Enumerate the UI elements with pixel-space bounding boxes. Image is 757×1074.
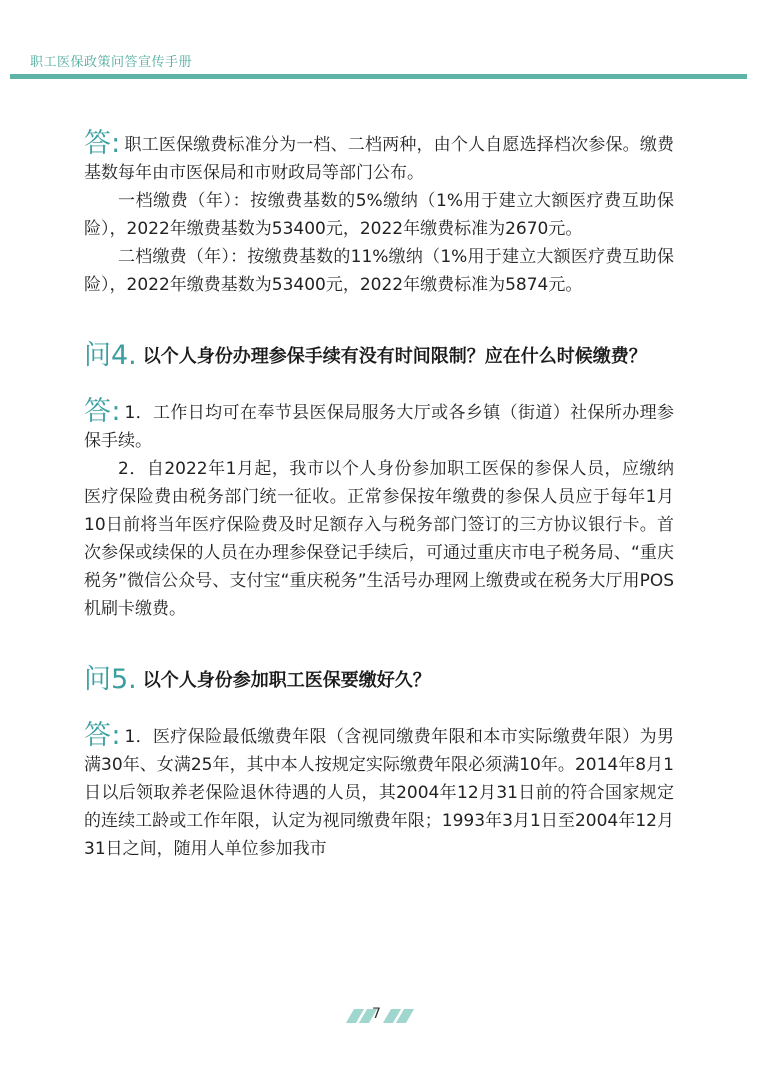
- header-divider: [10, 74, 747, 79]
- page-body: [84, 130, 674, 863]
- answer-3-paragraph-2: 一档缴费（年）：按缴费基数的5%缴纳（1%用于建立大额医疗费互助保险），2022年缴费基数为53400元，2022年缴费标准为2670元。: [84, 191, 674, 239]
- answer-5-block: [84, 722, 674, 863]
- page-number: 7: [372, 1006, 381, 1022]
- page-footer: [0, 1004, 757, 1028]
- question-mark-label: 问4.: [84, 340, 137, 371]
- answer-mark: 答:: [84, 396, 121, 427]
- question-4-block: [84, 341, 674, 372]
- answer-3-paragraph-1: [84, 130, 674, 187]
- question-mark-label: 问5.: [84, 664, 137, 695]
- answer-4-paragraph-1: [84, 398, 674, 455]
- question-5-block: [84, 665, 674, 696]
- answer-mark: 答:: [84, 720, 121, 751]
- answer-4-text-1: 1．工作日均可在奉节县医保局服务大厅或各乡镇（街道）社保所办理参保手续。: [84, 403, 674, 451]
- answer-5-text-1: 1．医疗保险最低缴费年限（含视同缴费年限和本市实际缴费年限）为男满30年、女满25年，其中本人按规定实际缴费年限必须满10年。2014年8月1日以后领取养老保险退休待遇的人员，其2004年12月31日前的符合国家规定的连续工龄或工作年限，认定为视同缴费年限；1993年3月1日至2004年12月31日之间，随用人单位参加我市: [84, 727, 674, 859]
- handbook-title: 职工医保政策问答宣传手册: [30, 55, 193, 70]
- answer-4-block: [84, 398, 674, 623]
- answer-3-text-1: 职工医保缴费标准分为一档、二档两种，由个人自愿选择档次参保。缴费基数每年由市医保局和市财政局等部门公布。: [84, 135, 674, 183]
- question-4-heading: [84, 341, 674, 372]
- answer-3-paragraph-3: 二档缴费（年）：按缴费基数的11%缴纳（1%用于建立大额医疗费互助保险），2022年缴费基数为53400元，2022年缴费标准为5874元。: [84, 247, 674, 295]
- question-5-heading: [84, 665, 674, 696]
- answer-3-block: [84, 130, 674, 299]
- answer-5-paragraph-1: [84, 722, 674, 863]
- question-5-text: 以个人身份参加职工医保要缴好久？: [142, 670, 431, 691]
- question-4-text: 以个人身份办理参保手续有没有时间限制？应在什么时候缴费？: [142, 346, 647, 367]
- answer-4-paragraph-2: 2．自2022年1月起，我市以个人身份参加职工医保的参保人员，应缴纳医疗保险费由税务部门统一征收。正常参保按年缴费的参保人员应于每年1月10日前将当年医疗保险费及时足额存入与税务部门签订的三方协议银行卡。首次参保或续保的人员在办理参保登记手续后，可通过重庆市电子税务局、“重庆税务”微信公众号、支付宝“重庆税务”生活号办理网上缴费或在税务大厅用POS机刷卡缴费。: [84, 459, 674, 619]
- answer-mark: 答:: [84, 128, 121, 159]
